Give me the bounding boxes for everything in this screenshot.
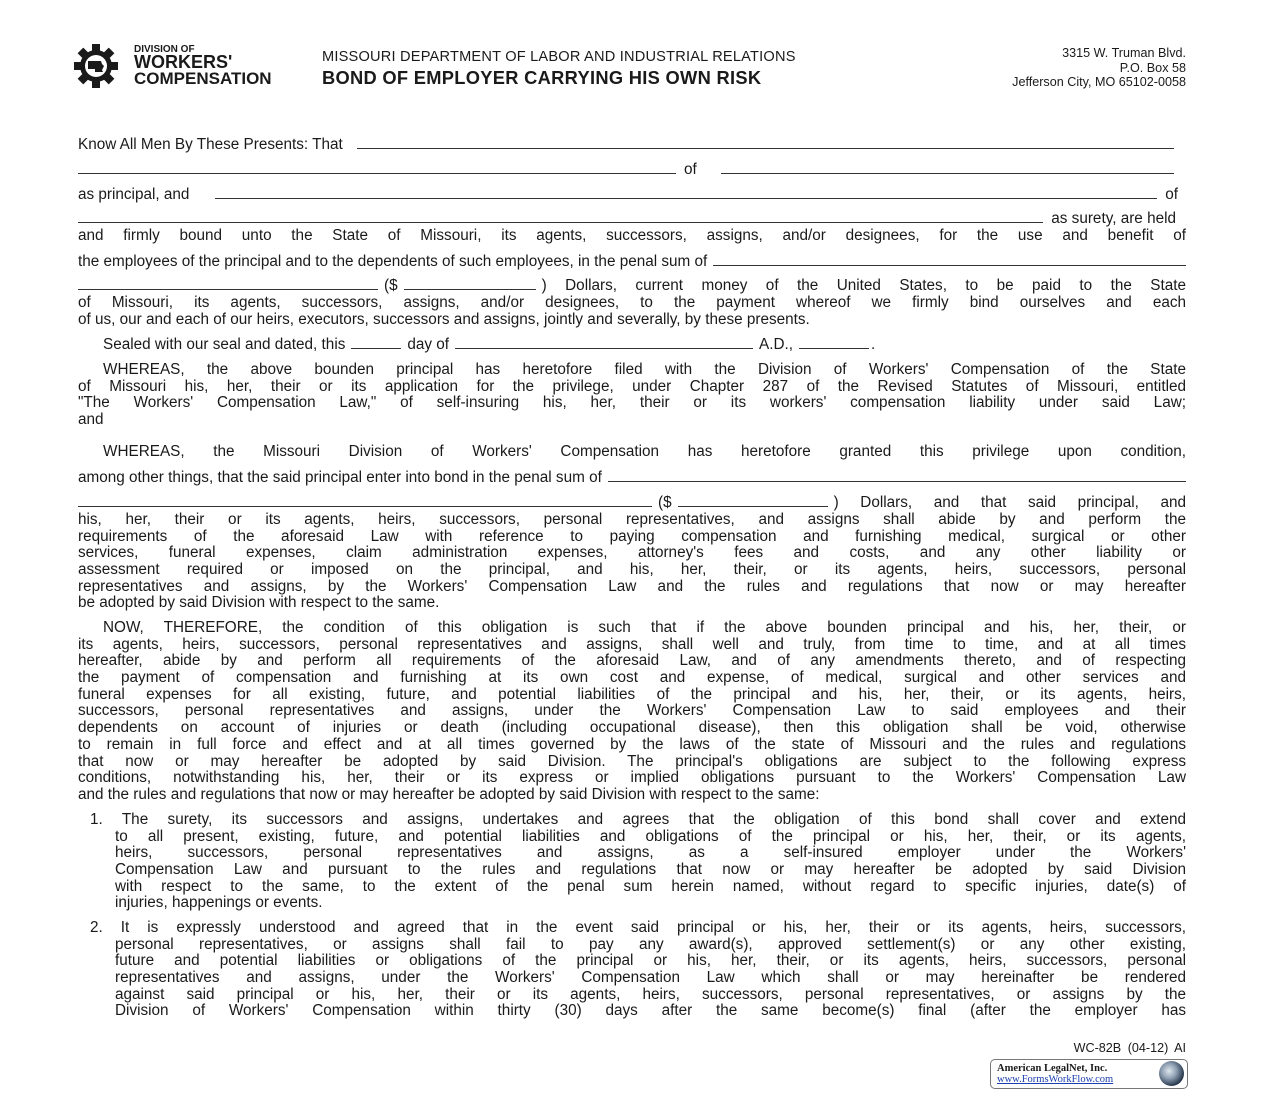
text-line: to remain in full force and effect and at all times governed by the laws of the state of Missouri and the rules and regulations bbox=[78, 735, 1186, 753]
as-principal-label: as principal, and bbox=[78, 186, 190, 203]
text-line: and bbox=[78, 411, 104, 429]
address-line: 3315 W. Truman Blvd. bbox=[1062, 46, 1186, 60]
know-all-men-label: Know All Men By These Presents: That bbox=[78, 136, 343, 153]
bound-line bbox=[78, 228, 1186, 245]
american-legalnet-badge[interactable] bbox=[990, 1059, 1188, 1089]
text-line: of Missouri his, her, their or its application for the privilege, under Chapter 287 of the Revised Statutes of Missouri, entitled bbox=[78, 377, 1186, 395]
address-line: P.O. Box 58 bbox=[1119, 60, 1186, 75]
penal-sum-words-field-continued[interactable] bbox=[78, 278, 378, 290]
dollars-text: ) Dollars, current money of the United States, to be paid to the State bbox=[541, 277, 1186, 294]
text-line: its agents, heirs, successors, personal representatives and assigns, shall well and truly, from time to time, and at all times bbox=[78, 635, 1186, 653]
surety-name-field[interactable] bbox=[215, 187, 1157, 199]
text-line: hereafter, abide by and perform all requirements of the aforesaid Law, and of any amendments thereto, and of respecting bbox=[78, 652, 1186, 670]
form-number: WC-82B (04-12) AI bbox=[1073, 1041, 1186, 1055]
day-of-label: day of bbox=[407, 336, 450, 353]
text-line: representatives and assigns, by the Workers' Compensation Law and the rules and regulations that now or may hereafter bbox=[78, 577, 1186, 595]
bind-paragraph bbox=[78, 295, 1186, 328]
text-line: his, her, their or its agents, heirs, successors, personal representatives, and assigns shall abide by and perform the bbox=[78, 511, 1186, 528]
text-line: 2. It is expressly understood and agreed that in the event said principal or his, her, their or its agents, heirs, successors, bbox=[90, 919, 1186, 936]
logo-line1: DIVISION OF bbox=[134, 44, 195, 55]
as-surety-label: as surety, are held bbox=[1051, 210, 1176, 227]
text-line: of Missouri, its agents, successors, assigns, and/or designees, to the payment whereof we firmly bind ourselves and each bbox=[78, 294, 1186, 311]
dollar-open-label: ($ bbox=[384, 277, 398, 294]
text-line: to all present, existing, future, and potential liabilities and obligations of the principal or his, her, their, or its agents, bbox=[115, 827, 1186, 845]
text-line: that now or may hereafter be adopted by said Division. The principal's obligations are subject to the following express bbox=[78, 752, 1186, 770]
text-line: injuries, happenings or events. bbox=[115, 894, 323, 912]
globe-icon bbox=[1159, 1061, 1184, 1086]
logo-line3: COMPENSATION bbox=[134, 68, 272, 88]
condition-item-1 bbox=[90, 812, 1186, 912]
sealed-label: Sealed with our seal and dated, this bbox=[103, 336, 346, 353]
whereas-paragraph-2-line1 bbox=[78, 444, 1186, 461]
text-line: NOW, THEREFORE, the condition of this obligation is such that if the above bounden principal and his, her, their, or bbox=[103, 619, 1186, 636]
principal-name-row bbox=[78, 136, 1186, 154]
whereas-paragraph-2-body bbox=[78, 512, 1186, 612]
surety-address-field[interactable] bbox=[78, 211, 1043, 223]
text-line: successors, personal representatives and assigns, under the Workers' Compensation Law to said employees and their bbox=[78, 702, 1186, 720]
gear-logo-icon bbox=[74, 44, 118, 88]
bond-penal-amount-field[interactable] bbox=[678, 495, 828, 507]
period: . bbox=[871, 336, 876, 353]
text-line: against said principal or his, her, their or its agents, heirs, successors, personal representatives, or assigns by the bbox=[115, 985, 1186, 1003]
bond-penal-sum-label: among other things, that the said principal enter into bond in the penal sum of bbox=[78, 469, 602, 486]
day-field[interactable] bbox=[351, 337, 401, 349]
bond-penal-amount-row bbox=[78, 494, 1186, 512]
surety-address-row bbox=[78, 210, 1186, 228]
principal-name-field-continued[interactable] bbox=[78, 162, 676, 174]
of-label: of bbox=[684, 161, 697, 178]
penal-sum-row bbox=[78, 253, 1186, 271]
text-line: funeral expenses for all existing, future, and potential liabilities of the principal and his, her, their, or its agents, heirs, bbox=[78, 685, 1186, 703]
penal-sum-amount-field[interactable] bbox=[404, 278, 536, 290]
text-line: dependents on account of injuries or death (including occupational disease), then this obligation shall be void, otherwise bbox=[78, 719, 1186, 737]
dollar-open-label: ($ bbox=[658, 494, 672, 511]
text-line: and the rules and regulations that now or may hereafter be adopted by said Division with respect to the same: bbox=[78, 785, 820, 803]
text-line: WHEREAS, the above bounden principal has heretofore filed with the Division of Workers' Compensation of the State bbox=[103, 361, 1186, 378]
badge-url-link[interactable]: www.FormsWorkFlow.com bbox=[997, 1074, 1114, 1085]
text-line: heirs, successors, personal representatives and assigns, as a self-insured employer under the Workers' bbox=[115, 844, 1186, 862]
month-field[interactable] bbox=[455, 337, 753, 349]
text-line: conditions, notwithstanding his, her, their or its express or implied obligations pursuant to the Workers' Compensation Law bbox=[78, 769, 1186, 787]
now-therefore-paragraph bbox=[78, 620, 1186, 804]
text-line: WHEREAS, the Missouri Division of Workers' Compensation has heretofore granted this privilege upon condition, bbox=[103, 443, 1186, 460]
text-line: services, funeral expenses, claim administration expenses, attorney's fees and costs, and any other liability or bbox=[78, 544, 1186, 562]
address-block bbox=[1012, 46, 1186, 90]
text-line: requirements of the aforesaid Law with reference to paying compensation and furnishing medical, surgical or other bbox=[78, 527, 1186, 545]
text-line: representatives and assigns, under the Workers' Compensation Law which shall or may hereinafter be rendered bbox=[115, 969, 1186, 987]
sealed-row bbox=[103, 336, 875, 354]
text-line: Division of Workers' Compensation within thirty (30) days after the same become(s) final (after the employer has bbox=[115, 1002, 1186, 1020]
surety-row bbox=[78, 186, 1186, 204]
address-line: Jefferson City, MO 65102-0058 bbox=[1012, 75, 1186, 89]
text-line: 1. The surety, its successors and assigns, undertakes and agrees that the obligation of this bond shall cover and extend bbox=[90, 811, 1186, 828]
penal-sum-amount-row bbox=[78, 277, 1186, 295]
department-name: MISSOURI DEPARTMENT OF LABOR AND INDUSTRIAL RELATIONS bbox=[322, 49, 796, 65]
text-line: the payment of compensation and furnishing at its own cost and expense, of medical, surgical and other services and bbox=[78, 669, 1186, 687]
ad-label: A.D., bbox=[759, 336, 794, 353]
badge-company: American LegalNet, Inc. bbox=[997, 1063, 1108, 1074]
text-line: future and potential liabilities or obligations of the principal or his, her, their, or its agents, heirs, successors, personal bbox=[115, 952, 1186, 970]
text-line: be adopted by said Division with respect to the same. bbox=[78, 594, 440, 612]
text-line: Compensation Law and pursuant to the rules and regulations that now or may hereafter be adopted by said Division bbox=[115, 861, 1186, 879]
logo-line2: WORKERS' bbox=[134, 52, 233, 73]
of-label: of bbox=[1165, 186, 1178, 203]
text-line: personal representatives, or assigns shall fail to pay any award(s), approved settlement(s) or any other existing, bbox=[115, 935, 1186, 953]
form-title: BOND OF EMPLOYER CARRYING HIS OWN RISK bbox=[322, 67, 762, 88]
condition-item-2 bbox=[90, 920, 1186, 1020]
principal-address-row bbox=[78, 161, 1186, 179]
logo-wordmark bbox=[134, 45, 272, 86]
bond-penal-sum-words-field-continued[interactable] bbox=[78, 495, 652, 507]
bond-penal-sum-words-field[interactable] bbox=[608, 470, 1186, 482]
bond-penal-sum-row bbox=[78, 469, 1186, 487]
text-line: assessment required or imposed on the principal, and his, her, their, or its agents, heirs, successors, personal bbox=[78, 561, 1186, 579]
penal-sum-words-field[interactable] bbox=[713, 254, 1186, 266]
principal-address-field[interactable] bbox=[721, 162, 1174, 174]
text-line: and firmly bound unto the State of Missouri, its agents, successors, assigns, and/or designees, for the use and benefit of bbox=[78, 227, 1186, 244]
dollars-text: ) Dollars, and that said principal, and bbox=[833, 494, 1186, 511]
text-line: "The Workers' Compensation Law," of self-insuring his, her, their or its workers' compensation liability under said Law; bbox=[78, 394, 1186, 412]
text-line: of us, our and each of our heirs, executors, successors and assigns, jointly and severally, by these presents. bbox=[78, 310, 810, 328]
text-line: with respect to the same, to the extent of the penal sum herein named, without regard to specific injuries, date(s) of bbox=[115, 877, 1186, 895]
whereas-paragraph-1 bbox=[78, 362, 1186, 429]
year-field[interactable] bbox=[799, 337, 869, 349]
principal-name-field[interactable] bbox=[357, 137, 1174, 149]
penal-sum-label: the employees of the principal and to the dependents of such employees, in the penal sum of bbox=[78, 253, 708, 270]
